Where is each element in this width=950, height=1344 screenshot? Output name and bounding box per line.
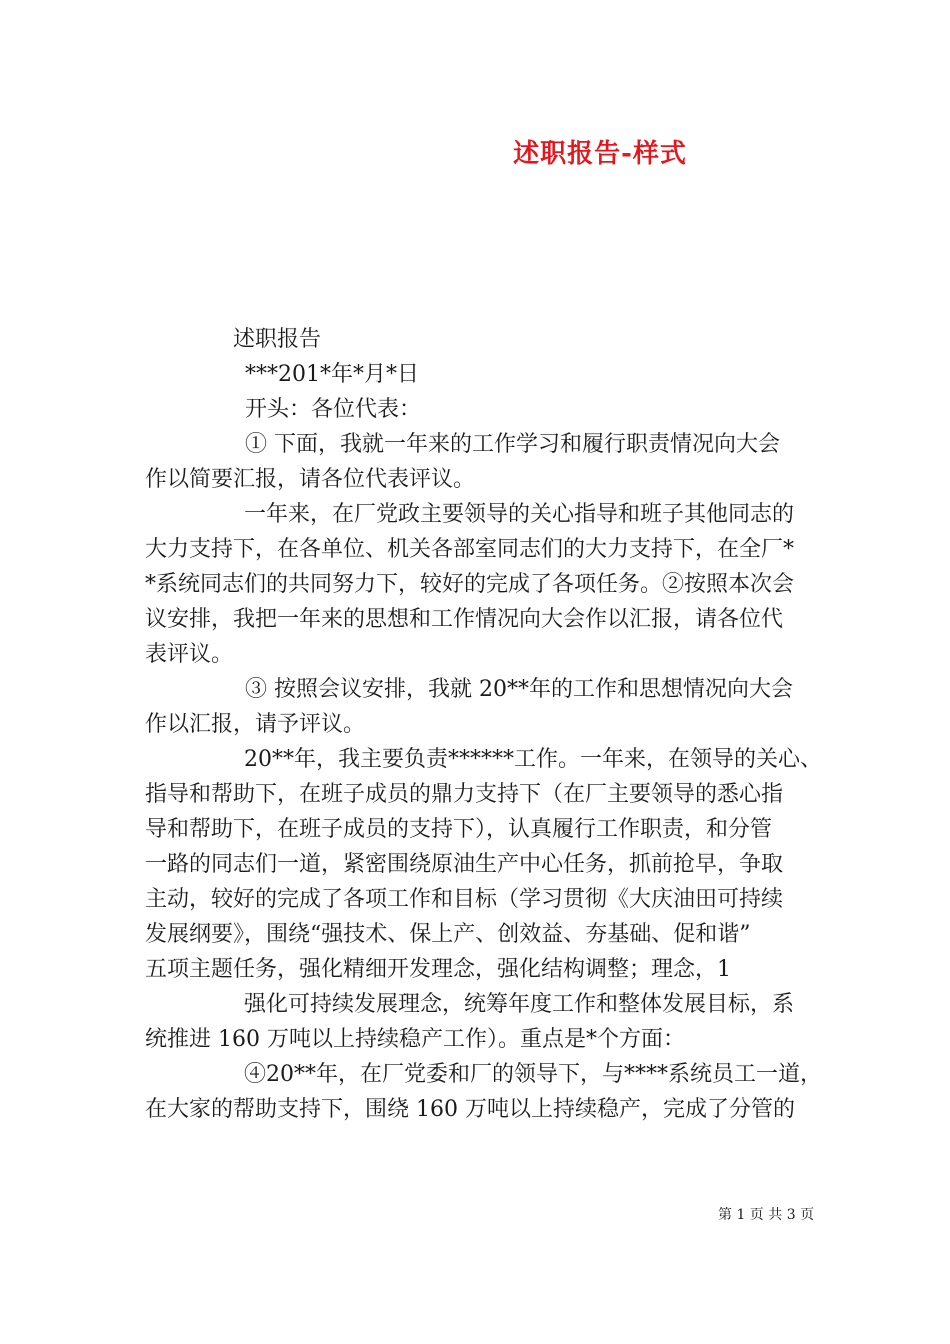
paragraph-line: *系统同志们的共同努力下，较好的完成了各项任务。②按照本次会 xyxy=(145,572,795,597)
paragraph-line: 表评议。 xyxy=(145,642,234,667)
paragraph-line: 作以汇报，请予评议。 xyxy=(145,712,366,737)
page-title: 述职报告-样式 xyxy=(513,139,687,169)
paragraph-line: ④20**年，在厂党委和厂的领导下，与****系统员工一道， xyxy=(244,1062,822,1087)
page-footer: 第 1 页 共 3 页 xyxy=(718,1207,815,1223)
document-body xyxy=(145,322,822,1127)
paragraph-line: ***201*年*月*日 xyxy=(245,362,419,387)
paragraph-line: 发展纲要》，围绕“强技术、保上产、创效益、夯基础、促和谐” xyxy=(145,922,751,947)
paragraph-line: 强化可持续发展理念，统筹年度工作和整体发展目标，系 xyxy=(244,992,795,1017)
paragraph-line: ① 下面，我就一年来的工作学习和履行职责情况向大会 xyxy=(245,432,780,457)
paragraph-line: 统推进 160 万吨以上持续稳产工作）。重点是*个方面： xyxy=(145,1027,685,1052)
paragraph-line: 作以简要汇报，请各位代表评议。 xyxy=(145,467,476,492)
paragraph-line: 在大家的帮助支持下，围绕 160 万吨以上持续稳产，完成了分管的 xyxy=(145,1097,795,1122)
paragraph-line: 20**年，我主要负责******工作。一年来，在领导的关心、 xyxy=(244,747,822,772)
paragraph-line: 大力支持下，在各单位、机关各部室同志们的大力支持下，在全厂* xyxy=(145,537,795,562)
paragraph-line: 述职报告 xyxy=(233,327,322,352)
paragraph-line: 主动，较好的完成了各项工作和目标（学习贯彻《大庆油田可持续 xyxy=(145,887,784,912)
paragraph-line: 开头：各位代表： xyxy=(245,397,422,422)
paragraph-line: 一年来，在厂党政主要领导的关心指导和班子其他同志的 xyxy=(244,502,795,527)
paragraph-line: 导和帮助下，在班子成员的支持下），认真履行工作职责，和分管 xyxy=(145,817,773,842)
paragraph-line: ③ 按照会议安排，我就 20**年的工作和思想情况向大会 xyxy=(245,677,793,702)
paragraph-line: 指导和帮助下，在班子成员的鼎力支持下（在厂主要领导的悉心指 xyxy=(145,782,784,807)
paragraph-line: 五项主题任务，强化精细开发理念，强化结构调整；理念，1 xyxy=(145,957,731,982)
paragraph-line: 议安排，我把一年来的思想和工作情况向大会作以汇报，请各位代 xyxy=(145,607,784,632)
paragraph-line: 一路的同志们一道，紧密围绕原油生产中心任务，抓前抢早，争取 xyxy=(145,852,784,877)
